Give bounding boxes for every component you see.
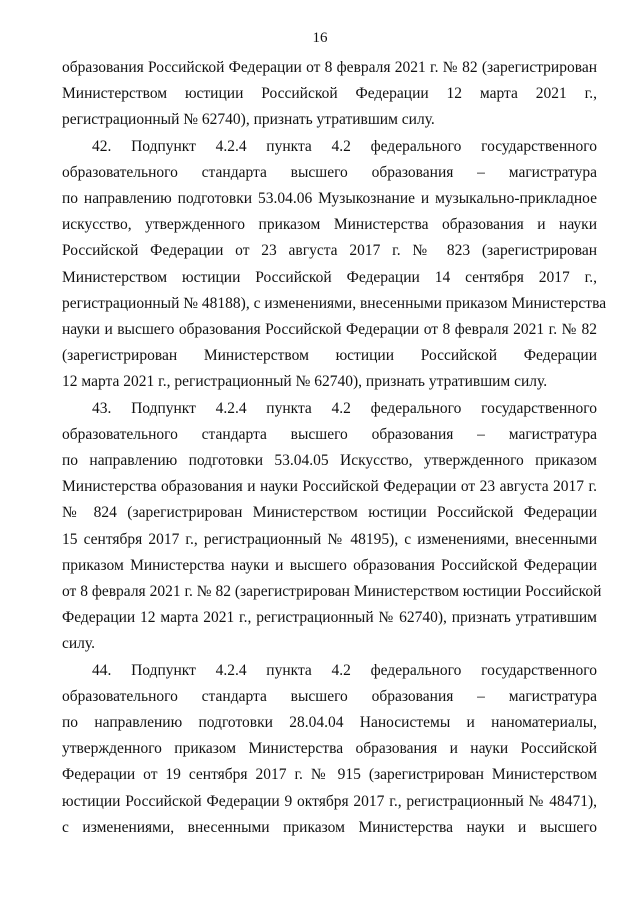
text-line: по направлению подготовки 53.04.05 Искусство, утвержденного приказом: [62, 452, 597, 470]
text-line: по направлению подготовки 28.04.04 Наносистемы и наноматериалы,: [62, 714, 597, 732]
page-number: 16: [312, 30, 328, 46]
text-line: науки и высшего образования Российской Федерации от 8 февраля 2021 г. № 82: [62, 321, 597, 339]
text-line: регистрационный № 48188), с изменениями, внесенными приказом Министерства: [62, 294, 607, 312]
text-line: (зарегистрирован Министерством юстиции Российской Федерации: [62, 347, 597, 365]
text-line: образования Российской Федерации от 8 февраля 2021 г. № 82 (зарегистрирован: [62, 59, 597, 76]
text-line: Российской Федерации от 23 августа 2017 г. № 823 (зарегистрирован: [62, 242, 597, 260]
document-body: [62, 55, 607, 841]
paragraph-42: [62, 134, 607, 396]
text-line: приказом Министерства науки и высшего образования Российской Федерации: [62, 556, 597, 574]
text-line: образовательного стандарта высшего образования – магистратура: [62, 163, 597, 181]
text-line: Федерации 12 марта 2021 г., регистрационный № 62740), признать утратившим: [62, 609, 597, 627]
text-line: 43. Подпункт 4.2.4 пункта 4.2 федерального государственного: [92, 399, 597, 417]
text-line: 15 сентября 2017 г., регистрационный № 48195), с изменениями, внесенными: [62, 530, 597, 548]
text-line: 12 марта 2021 г., регистрационный № 62740), признать утратившим силу.: [62, 373, 548, 391]
text-line: искусство, утвержденного приказом Министерства образования и науки: [62, 216, 597, 234]
text-line: юстиции Российской Федерации 9 октября 2017 г., регистрационный № 48471),: [62, 792, 597, 810]
paragraph-43: [62, 396, 602, 658]
text-line: № 824 (зарегистрирован Министерством юстиции Российской Федерации: [62, 504, 597, 522]
text-line: образовательного стандарта высшего образования – магистратура: [62, 687, 597, 705]
text-line: Министерством юстиции Российской Федерации 12 марта 2021 г.,: [62, 85, 597, 103]
text-line: регистрационный № 62740), признать утратившим силу.: [62, 111, 435, 129]
text-line: по направлению подготовки 53.04.06 Музыкознание и музыкально-прикладное: [62, 190, 597, 208]
text-line: Федерации от 19 сентября 2017 г. № 915 (зарегистрирован Министерством: [62, 766, 597, 784]
text-line: от 8 февраля 2021 г. № 82 (зарегистрирован Министерством юстиции Российской: [62, 583, 602, 601]
paragraph-41-continuation: [62, 55, 597, 134]
text-line: утвержденного приказом Министерства образования и науки Российской: [62, 740, 597, 758]
text-line: Министерством юстиции Российской Федерации 14 сентября 2017 г.,: [62, 268, 597, 286]
text-line: образовательного стандарта высшего образования – магистратура: [62, 425, 597, 443]
text-line: 44. Подпункт 4.2.4 пункта 4.2 федерального государственного: [92, 661, 597, 679]
paragraph-44: [62, 658, 597, 841]
text-line: с изменениями, внесенными приказом Министерства науки и высшего: [62, 818, 597, 836]
text-line: Министерства образования и науки Российской Федерации от 23 августа 2017 г.: [62, 478, 597, 496]
text-line: силу.: [62, 635, 95, 653]
text-line: 42. Подпункт 4.2.4 пункта 4.2 федерального государственного: [92, 137, 597, 155]
